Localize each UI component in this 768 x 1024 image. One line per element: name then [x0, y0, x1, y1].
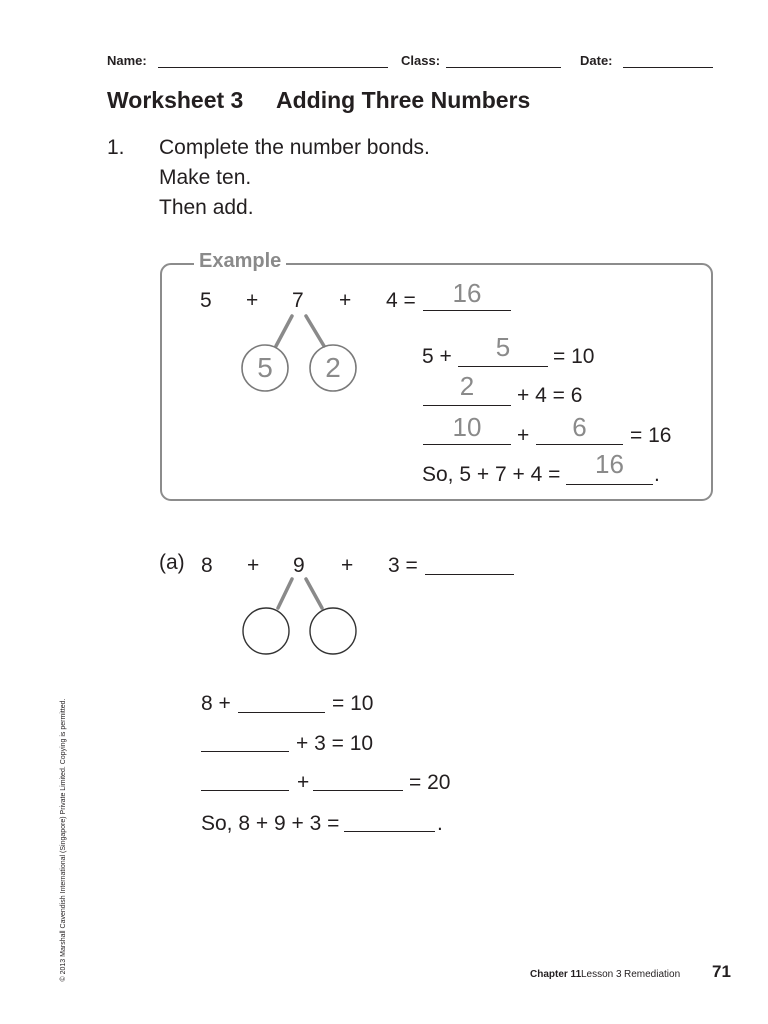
part-a-bond-line-left	[278, 579, 292, 608]
part-a-bond-line-right	[306, 579, 322, 608]
example-label: Example	[194, 249, 286, 273]
example-step-text: = 10	[553, 345, 595, 368]
part-a-bond-circle-right	[310, 608, 356, 654]
part-a-term: 8	[201, 554, 213, 577]
part-a-label: (a)	[159, 551, 185, 574]
answer-blank	[201, 751, 289, 752]
example-step-text: .	[654, 463, 660, 486]
class-label: Class:	[401, 53, 441, 68]
part-a-step-text: = 10	[332, 692, 374, 715]
part-a-step-text: = 20	[409, 771, 451, 794]
worksheet-topic: Adding Three Numbers	[276, 87, 531, 113]
example-step-text: So, 5 + 7 + 4 =	[422, 463, 561, 486]
answer-blank	[566, 484, 653, 485]
example-step-text: = 16	[630, 424, 672, 447]
name-label: Name:	[107, 53, 147, 68]
name-blank	[158, 67, 388, 68]
example-step-text: +	[517, 424, 530, 447]
example-operator: +	[339, 289, 352, 312]
answer-blank	[201, 790, 289, 791]
footer-chapter: Chapter 11	[530, 969, 582, 980]
answer-blank	[423, 405, 511, 406]
part-a-step-text: 8 +	[201, 692, 231, 715]
example-step-text: + 4 = 6	[517, 384, 583, 407]
question-number: 1.	[107, 136, 125, 159]
copyright-notice: © 2013 Marshall Cavendish International (Singapore) Private Limited. Copying is permitted.	[60, 698, 67, 982]
part-a-term: 9	[293, 554, 305, 577]
part-a-step-text: .	[437, 812, 443, 835]
example-bond-part: 2	[325, 352, 341, 383]
answer-blank	[423, 444, 511, 445]
example-step-answer: 5	[495, 332, 511, 362]
part-a-step-text: +	[297, 771, 310, 794]
footer-lesson: Lesson 3	[581, 969, 622, 980]
example-term: 7	[292, 289, 304, 312]
part-a-bond-circle-left	[243, 608, 289, 654]
example-operator: +	[246, 289, 259, 312]
instruction-line: Make ten.	[159, 166, 252, 189]
part-a-operator: +	[341, 554, 354, 577]
part-a-term: 3 =	[388, 554, 418, 577]
answer-blank	[313, 790, 403, 791]
answer-blank	[238, 712, 325, 713]
answer-blank	[536, 444, 623, 445]
example-bond-part: 5	[257, 352, 273, 383]
part-a-step-text: + 3 = 10	[296, 732, 374, 755]
worksheet-number: Worksheet 3	[107, 87, 244, 113]
instruction-line: Complete the number bonds.	[159, 136, 430, 159]
example-term: 5	[200, 289, 212, 312]
example-step-answer: 10	[452, 412, 482, 442]
answer-blank	[425, 574, 514, 575]
footer-section: Remediation	[624, 969, 681, 980]
answer-blank	[344, 831, 435, 832]
instruction-line: Then add.	[159, 196, 254, 219]
example-step-answer: 16	[595, 449, 624, 479]
answer-blank	[458, 366, 548, 367]
date-blank	[623, 67, 713, 68]
example-step-text: 5 +	[422, 345, 452, 368]
class-blank	[446, 67, 561, 68]
date-label: Date:	[580, 53, 613, 68]
page-number: 71	[712, 962, 731, 981]
part-a-step-text: So, 8 + 9 + 3 =	[201, 812, 340, 835]
part-a-operator: +	[247, 554, 260, 577]
example-step-answer: 6	[572, 412, 587, 442]
example-answer: 16	[452, 278, 482, 308]
example-step-answer: 2	[459, 371, 475, 401]
answer-blank	[423, 310, 511, 311]
example-term: 4 =	[386, 289, 416, 312]
